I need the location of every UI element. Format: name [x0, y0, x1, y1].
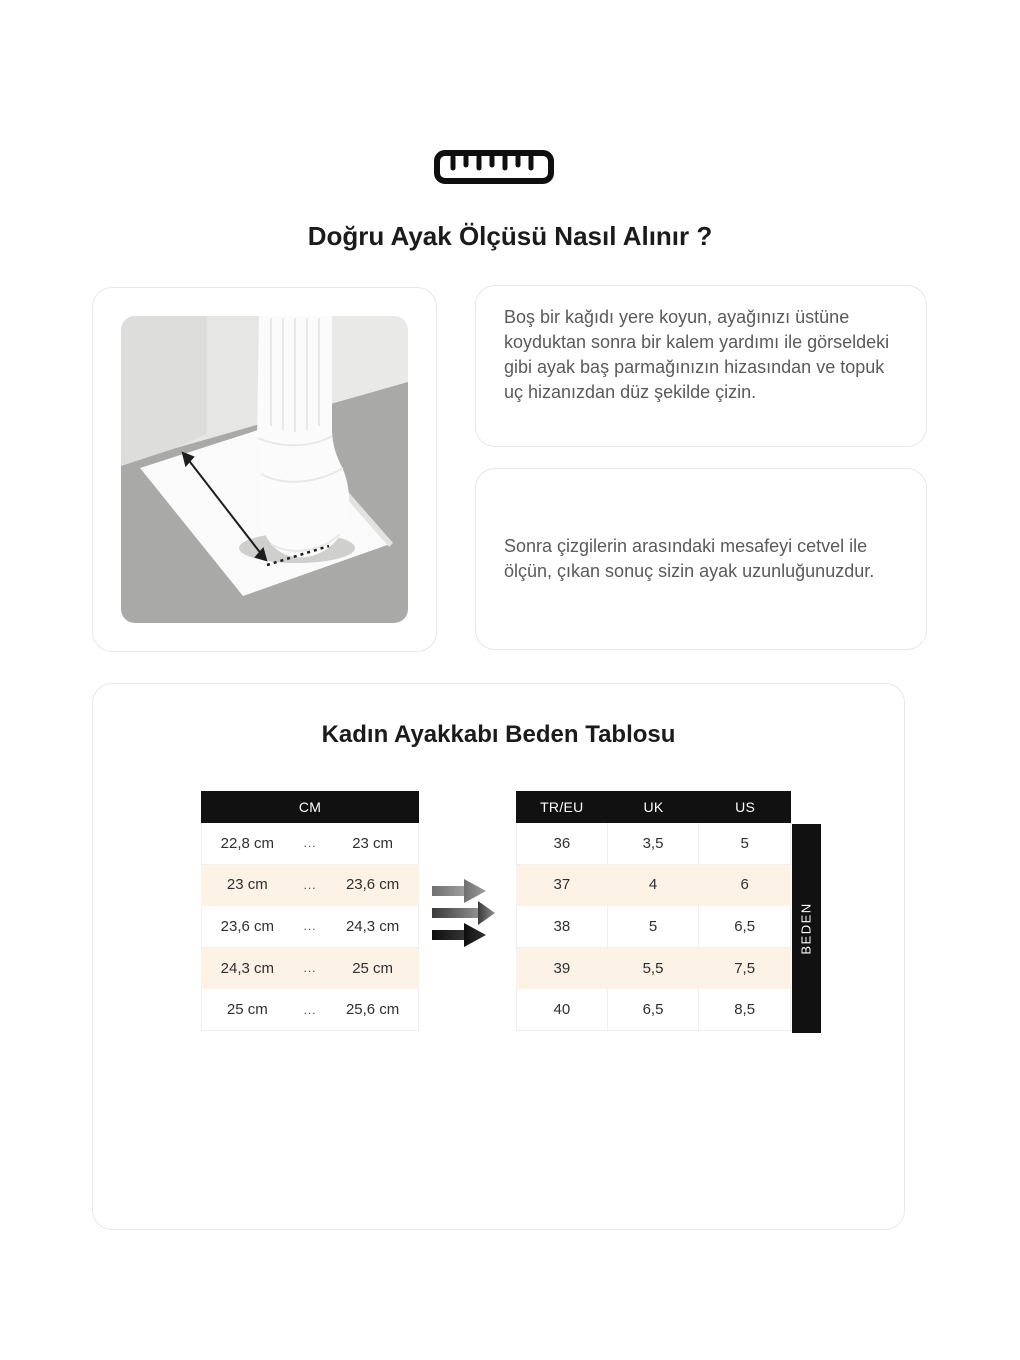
size-uk: 4	[608, 865, 700, 907]
cm-table-row	[201, 989, 419, 1031]
size-uk: 5	[608, 906, 700, 948]
cm-table-row	[201, 823, 419, 865]
size-uk: 3,5	[608, 823, 700, 865]
instruction-card-measure	[475, 468, 927, 650]
cm-min: 22,8 cm	[220, 834, 275, 852]
range-dots: ...	[303, 919, 317, 934]
size-uk: 5,5	[608, 948, 700, 990]
page-title: Doğru Ayak Ölçüsü Nasıl Alınır ?	[307, 221, 713, 251]
cm-table-row	[201, 906, 419, 948]
cm-min: 24,3 cm	[220, 959, 275, 977]
right-arrows-icon	[429, 874, 495, 952]
cm-min: 25 cm	[226, 1001, 268, 1019]
cm-max: 24,3 cm	[345, 917, 400, 935]
size-us: 6,5	[699, 906, 791, 948]
cm-min: 23 cm	[226, 876, 268, 894]
ruler-icon	[433, 149, 555, 185]
size-tr-eu: 39	[516, 948, 608, 990]
instruction-text-draw: Boş bir kağıdı yere koyun, ayağınızı üstüne koyduktan sonra bir kalem yardımı ile görseldeki gibi ayak baş parmağınızın hizasından ve topuk uç hizanızdan düz şekilde çizin.	[504, 307, 890, 402]
measurement-photo-card	[92, 287, 437, 652]
size-conversion-table	[516, 791, 791, 1031]
foot-measurement-photo	[121, 316, 408, 623]
cm-max: 25 cm	[352, 959, 394, 977]
range-dots: ...	[303, 961, 317, 976]
beden-label: BEDEN	[799, 902, 815, 955]
header-tr-eu: TR/EU	[540, 799, 584, 815]
size-table-row	[516, 865, 791, 907]
size-table-row	[516, 948, 791, 990]
header-uk: UK	[643, 799, 664, 815]
size-us: 8,5	[699, 989, 791, 1031]
instruction-card-draw	[475, 285, 927, 447]
beden-vertical-bar	[792, 824, 821, 1033]
size-chart-title: Kadın Ayakkabı Beden Tablosu	[321, 721, 676, 748]
size-tr-eu: 36	[516, 823, 608, 865]
size-uk: 6,5	[608, 989, 700, 1031]
size-table-row	[516, 906, 791, 948]
cm-table-header: CM	[201, 791, 419, 823]
range-dots: ...	[303, 877, 317, 892]
cm-max: 23 cm	[352, 834, 394, 852]
range-dots: ...	[303, 1002, 317, 1017]
cm-min: 23,6 cm	[220, 917, 275, 935]
size-us: 7,5	[699, 948, 791, 990]
size-us: 6	[699, 865, 791, 907]
instruction-text-measure: Sonra çizgilerin arasındaki mesafeyi cetvel ile ölçün, çıkan sonuç sizin ayak uzunluğunuzdur.	[504, 536, 875, 581]
cm-max: 23,6 cm	[345, 876, 400, 894]
header-us: US	[735, 799, 756, 815]
size-table-header-row	[516, 791, 791, 823]
size-tr-eu: 38	[516, 906, 608, 948]
cm-table-row	[201, 865, 419, 907]
cm-table-row	[201, 948, 419, 990]
size-table-row	[516, 989, 791, 1031]
size-table-row	[516, 823, 791, 865]
cm-table	[201, 791, 419, 1031]
cm-max: 25,6 cm	[345, 1001, 400, 1019]
size-tr-eu: 40	[516, 989, 608, 1031]
size-us: 5	[699, 823, 791, 865]
range-dots: ...	[303, 836, 317, 851]
size-tr-eu: 37	[516, 865, 608, 907]
size-chart-card	[92, 683, 905, 1230]
